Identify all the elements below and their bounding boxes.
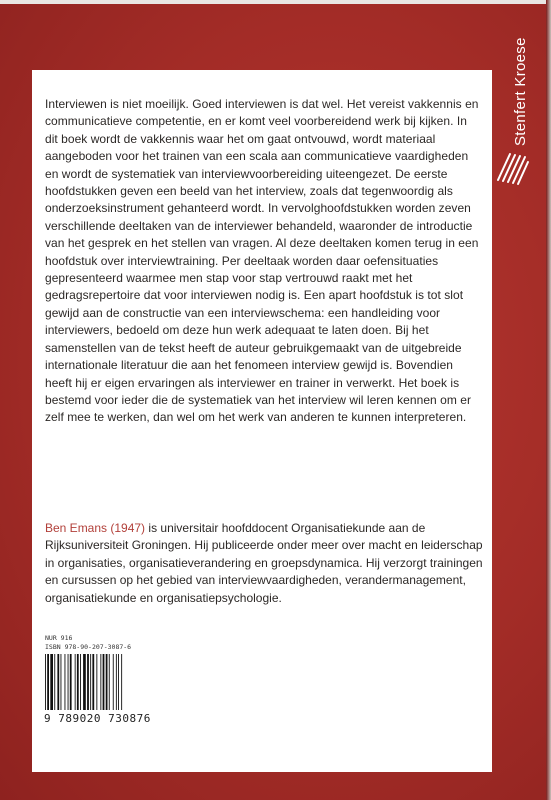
barcode-digits: 9 789020 730876 — [44, 712, 151, 725]
author-bio-paragraph — [45, 520, 483, 607]
publisher-name: Stenfert Kroese — [512, 37, 529, 146]
isbn-code: ISBN 978-90-207-3087-6 — [45, 643, 132, 651]
author-bio: is universitair hoofddocent Organisatiekunde aan de Rijksuniversiteit Groningen. Hij publiceerde onder meer over macht en leiderschap in organisaties, organisatieverandering en groepsdynamica. Hij verzorgt trainingen en cursussen op het gebied van interviewvaardigheden, verandermanagement, organisatiekunde en organisatiepsychologie. — [45, 521, 483, 605]
author-name: Ben Emans (1947) — [45, 521, 146, 535]
barcode-icon — [43, 654, 139, 710]
book-blurb: Interviewen is niet moeilijk. Goed interviewen is dat wel. Het vereist vakkennis en communicatieve competentie, en er komt veel voorbereidend werk bij kijken. In dit boek wordt de vakkennis waar het om gaat ontvouwd, wordt materiaal aangeboden voor het trainen van een scala aan communicatieve vaardigheden en wordt de systematiek van interviewvoorbereiding uiteengezet. De eerste hoofdstukken geven een beeld van het interview, zoals dat tegenwoordig als onderzoeksinstrument gehanteerd wordt. In vervolghoofdstukken worden zeven verschillende deeltaken van de interviewer behandeld, waaronder de introductie van het gesprek en het stellen van vragen. Al deze deeltaken komen terug in een hoofdstuk over interviewtraining. Per deeltaak worden daar oefensituaties gepresenteerd waarmee men stap voor stap vertrouwd raakt met het gedragsrepertoire dat voor interviewen nodig is. Een apart hoofdstuk is tot slot gewijd aan de constructie van een interviewschema: een handleiding voor interviewers, bedoeld om deze hun werk adequaat te laten doen. Bij het samenstellen van de tekst heeft de auteur gebruikgemaakt van de uitgebreide internationale literatuur die aan het fenomeen interview gewijd is. Bovendien heeft hij er eigen ervaringen als interviewer en trainer in verwerkt. Het boek is bestemd voor ieder die de systematiek van het interview wil leren kennen om er zelf mee te werken, dan wel om het werk van anderen te kunnen interpreteren. — [45, 97, 479, 425]
diagonal-stripes-icon — [494, 150, 530, 186]
nur-code: NUR 916 — [45, 634, 73, 642]
cover-right-edge — [546, 0, 551, 800]
